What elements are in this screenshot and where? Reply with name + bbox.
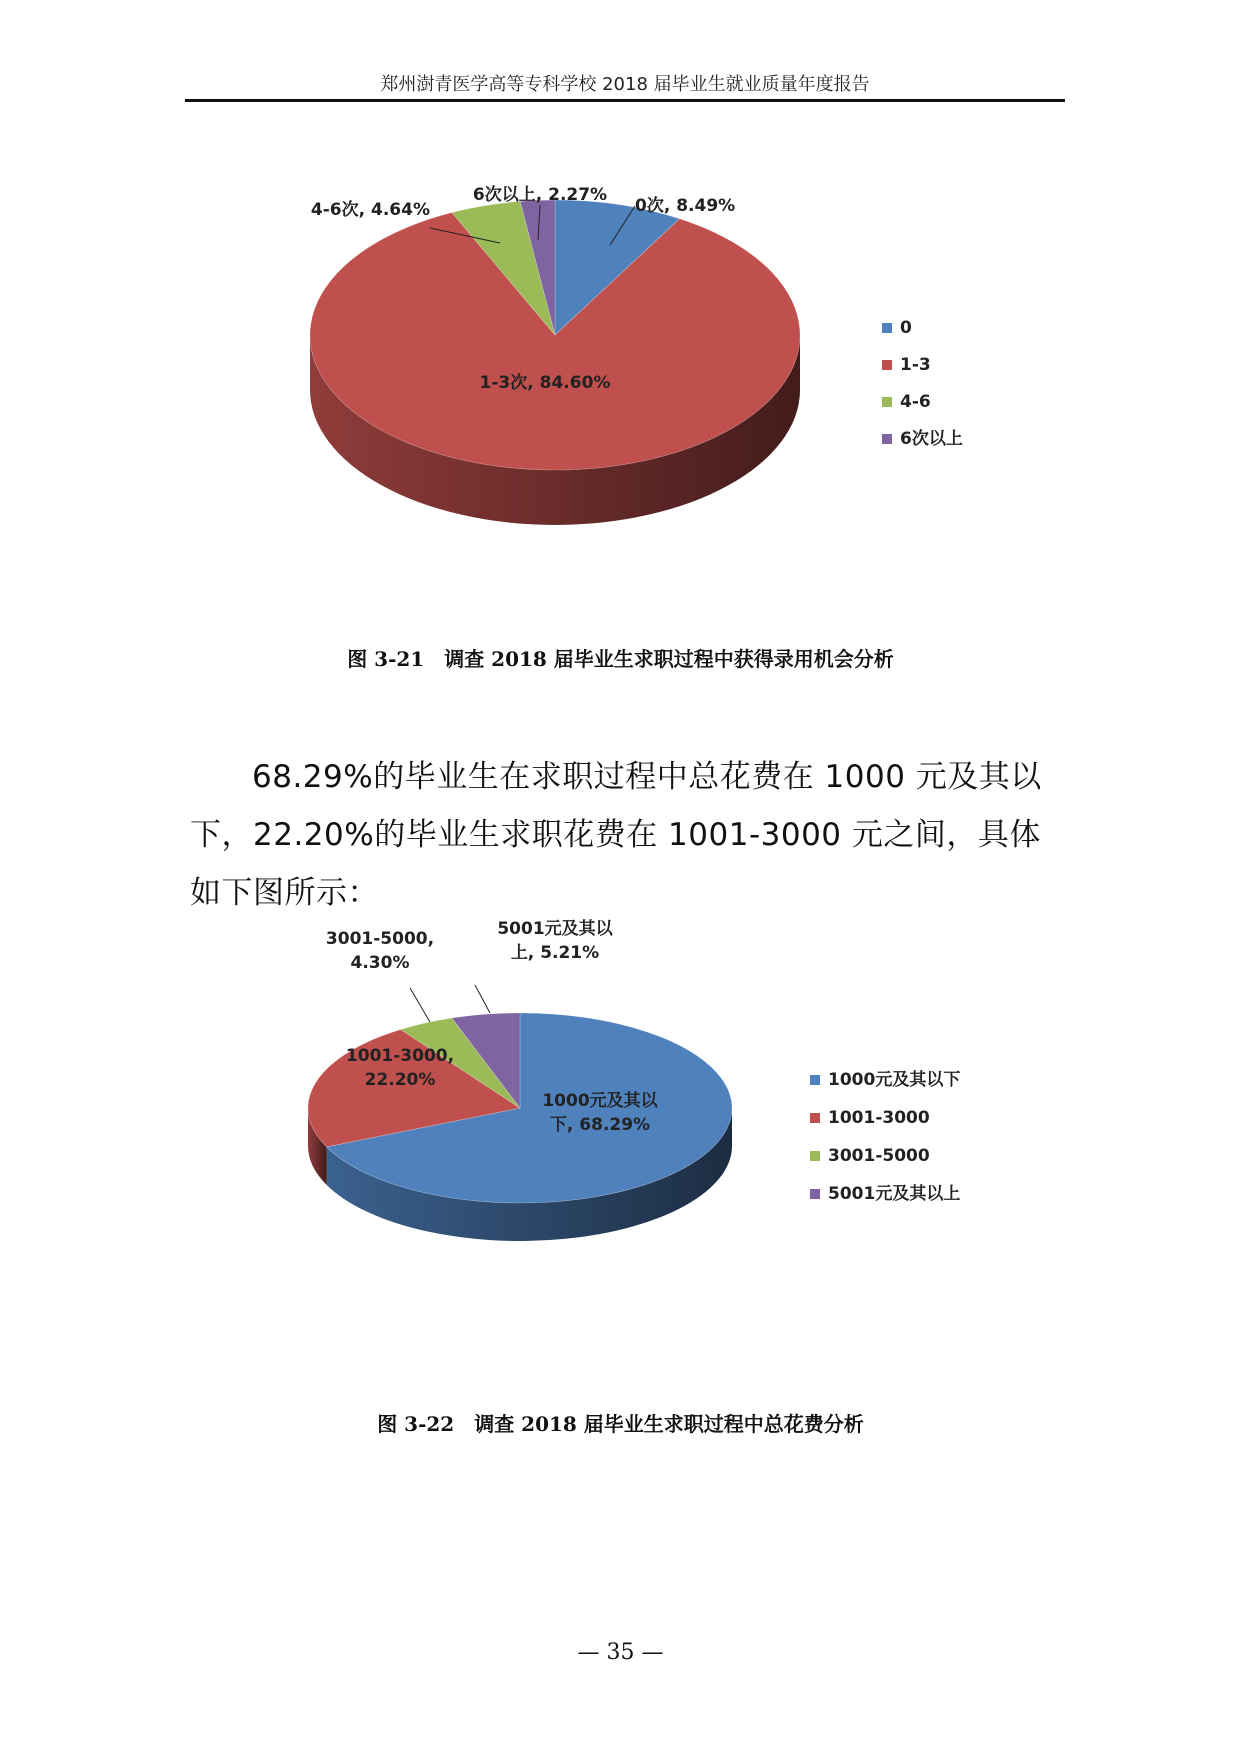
- leader-line-3: [475, 985, 490, 1013]
- legend-label-0: 0: [900, 318, 912, 338]
- figure-caption-3-22: 图 3-22 调查 2018 届毕业生求职过程中总花费分析: [377, 1412, 864, 1436]
- body-paragraph: 68.29%的毕业生在求职过程中总花费在 1000 元及其以下，22.20%的毕业生求职花费在 1001-3000 元之间，具体如下图所示：: [190, 759, 1042, 911]
- legend-label-1: 1001-3000: [828, 1108, 930, 1128]
- data-label-3: 5001元及其以上, 5.21%: [497, 919, 613, 963]
- legend-label-0: 1000元及其以下: [828, 1070, 961, 1090]
- data-label-2: 3001-5000, 4.30%: [325, 929, 435, 973]
- legend-swatch-2: [882, 397, 892, 407]
- legend-swatch-0: [810, 1075, 820, 1085]
- leader-line-2: [410, 988, 430, 1022]
- legend-label-1: 1-3: [900, 355, 931, 375]
- page-header: 郑州澍青医学高等专科学校 2018 届毕业生就业质量年度报告: [380, 74, 870, 95]
- data-label-1: 1-3次, 84.60%: [479, 373, 611, 393]
- legend-swatch-3: [810, 1189, 820, 1199]
- legend-swatch-1: [882, 360, 892, 370]
- page-number: — 35 —: [577, 1640, 664, 1665]
- legend-label-2: 4-6: [900, 392, 931, 412]
- data-label-2: 4-6次, 4.64%: [310, 200, 430, 220]
- figure-caption-3-21: 图 3-21 调查 2018 届毕业生求职过程中获得录用机会分析: [347, 647, 894, 671]
- legend-swatch-2: [810, 1151, 820, 1161]
- legend-label-2: 3001-5000: [828, 1146, 930, 1166]
- legend-swatch-0: [882, 323, 892, 333]
- data-label-1: 1001-3000, 22.20%: [345, 1046, 455, 1090]
- data-label-0: 0次, 8.49%: [635, 196, 736, 216]
- legend-label-3: 6次以上: [900, 429, 963, 449]
- data-label-3: 6次以上, 2.27%: [472, 185, 608, 205]
- legend-swatch-1: [810, 1113, 820, 1123]
- pie-chart-total-cost: [0, 919, 1241, 1280]
- legend-swatch-3: [882, 434, 892, 444]
- legend-label-3: 5001元及其以上: [828, 1184, 961, 1204]
- header-rule: [185, 99, 1065, 102]
- data-label-0: 1000元及其以下, 68.29%: [542, 1091, 658, 1135]
- pie-chart-offer-opportunities: [0, 170, 1241, 570]
